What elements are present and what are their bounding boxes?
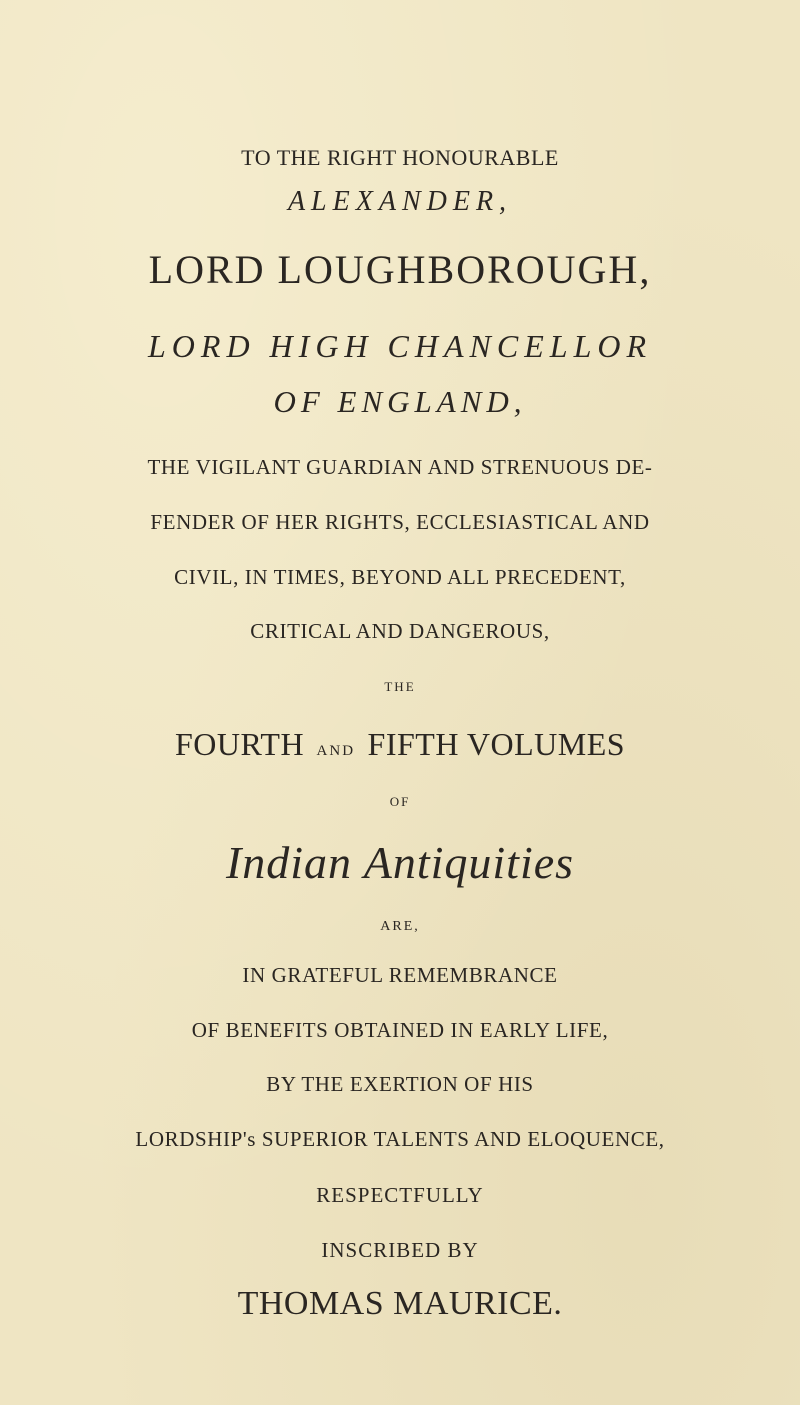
- volumes-and: AND: [316, 743, 356, 759]
- praise-line-3: CIVIL, IN TIMES, BEYOND ALL PRECEDENT,: [174, 565, 626, 589]
- of-word: OF: [389, 794, 411, 809]
- to-line: TO THE RIGHT HONOURABLE: [241, 145, 559, 170]
- office-line-1: LORD HIGH CHANCELLOR: [147, 328, 653, 364]
- volumes-line: [0, 728, 800, 760]
- author-name: THOMAS MAURICE.: [237, 1285, 563, 1322]
- body-line-3: BY THE EXERTION OF HIS: [266, 1072, 534, 1096]
- body-line-2: OF BENEFITS OBTAINED IN EARLY LIFE,: [191, 1018, 609, 1042]
- are-word: ARE,: [380, 919, 420, 934]
- lordship-rest: SUPERIOR TALENTS AND ELOQUENCE,: [261, 1127, 665, 1151]
- respectfully-line: RESPECTFULLY: [316, 1183, 484, 1207]
- inscribed-line: INSCRIBED BY: [321, 1238, 479, 1262]
- lordship-word: LORDSHIP's: [135, 1127, 257, 1151]
- the-word: THE: [384, 679, 416, 694]
- volumes-part-2: FIFTH VOLUMES: [367, 726, 626, 762]
- dedicatee-name: ALEXANDER,: [287, 186, 513, 217]
- work-title: Indian Antiquities: [225, 837, 575, 888]
- dedicatee-title: LORD LOUGHBOROUGH,: [148, 247, 652, 292]
- praise-line-1: THE VIGILANT GUARDIAN AND STRENUOUS DE-: [147, 455, 653, 479]
- volumes-part-1: FOURTH: [174, 726, 305, 762]
- lordship-line: [0, 1129, 800, 1150]
- office-line-2: OF ENGLAND,: [273, 384, 527, 419]
- praise-line-4: CRITICAL AND DANGEROUS,: [250, 619, 550, 643]
- praise-line-2: FENDER OF HER RIGHTS, ECCLESIASTICAL AND: [150, 510, 650, 534]
- body-line-1: IN GRATEFUL REMEMBRANCE: [242, 963, 558, 987]
